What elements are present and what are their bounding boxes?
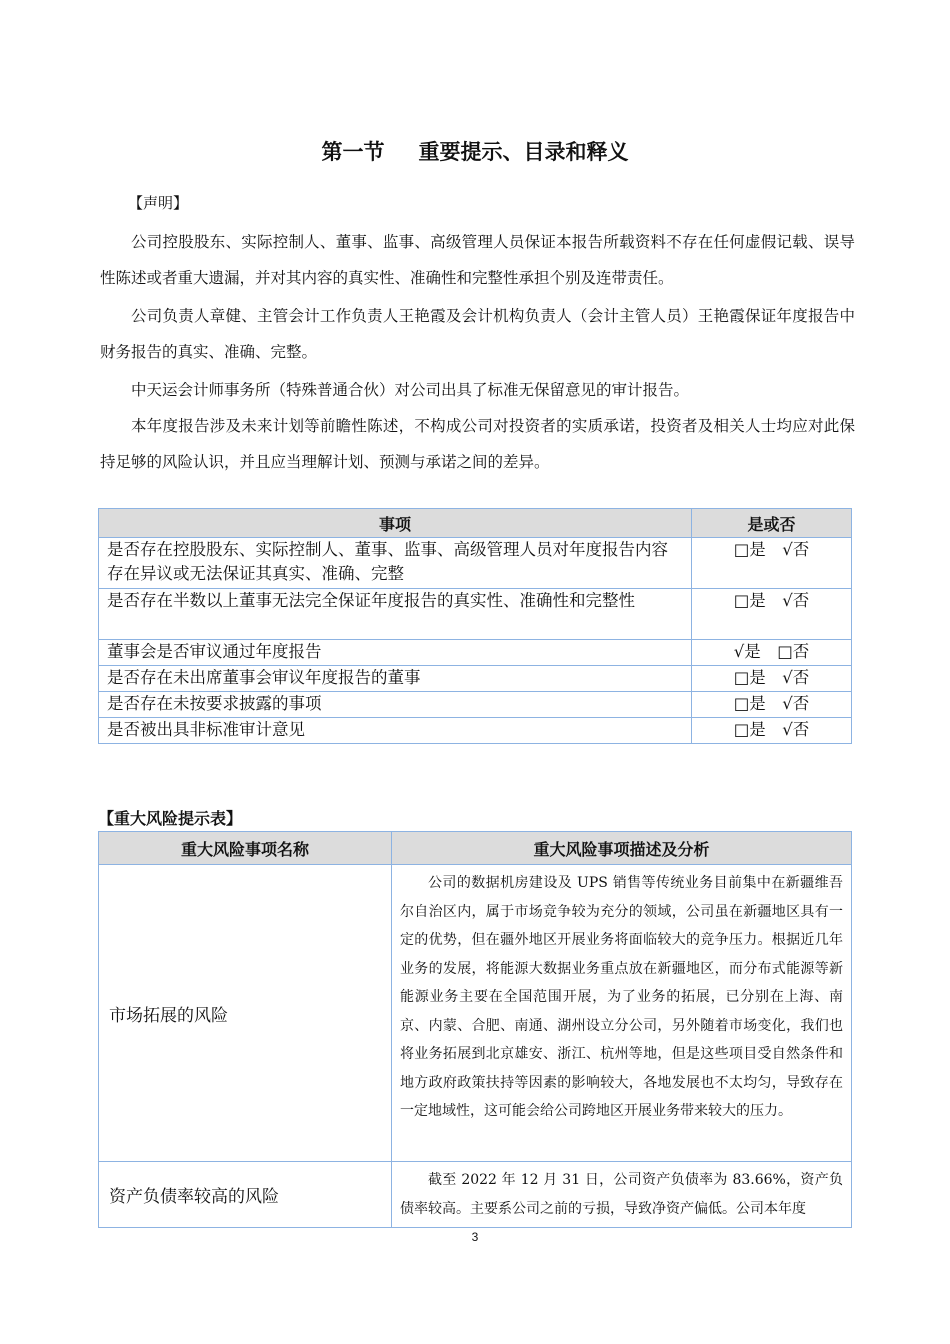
risk-name: 市场拓展的风险: [99, 865, 392, 1162]
table-row: [99, 666, 852, 692]
table-header-row: [99, 509, 852, 538]
matter-answer: □是 √否: [692, 718, 852, 744]
table-row: [99, 1162, 852, 1228]
matter-answer: □是 √否: [692, 538, 852, 589]
table-header-row: [99, 832, 852, 865]
matters-table: [98, 508, 852, 744]
column-header-risk-desc: 重大风险事项描述及分析: [392, 832, 852, 865]
table-row: [99, 589, 852, 640]
risk-description: 截至 2022 年 12 月 31 日，公司资产负债率为 83.66%，资产负债率较高。主要系公司之前的亏损，导致净资产偏低。公司本年度: [392, 1162, 852, 1228]
risk-table-heading: 【重大风险提示表】: [98, 809, 243, 828]
matter-item: 是否存在未按要求披露的事项: [99, 692, 692, 718]
table-row: [99, 640, 852, 666]
table-row: [99, 538, 852, 589]
matter-answer: √是 □否: [692, 640, 852, 666]
statement-heading: 【声明】: [128, 194, 189, 212]
section-name: 重要提示、目录和释义: [418, 140, 629, 164]
statement-paragraph: 公司负责人章健、主管会计工作负责人王艳霞及会计机构负责人（会计主管人员）王艳霞保证年度报告中财务报告的真实、准确、完整。: [100, 307, 855, 361]
risk-description: 公司的数据机房建设及 UPS 销售等传统业务目前集中在新疆维吾尔自治区内，属于市场竞争较为充分的领域，公司虽在新疆地区具有一定的优势，但在疆外地区开展业务将面临较大的竞争压力。根据近几年业务的发展，将能源大数据业务重点放在新疆地区，而分布式能源等新能源业务主要在全国范围开展，为了业务的拓展，已分别在上海、南京、内蒙、合肥、南通、湖州设立分公司，另外随着市场变化，我们也将业务拓展到北京雄安、浙江、杭州等地，但是这些项目受自然条件和地方政府政策扶持等因素的影响较大，各地发展也不太均匀，导致存在一定地域性，这可能会给公司跨地区开展业务带来较大的压力。: [392, 865, 852, 1162]
table-row: [99, 718, 852, 744]
column-header-item: 事项: [99, 509, 692, 538]
matter-item: 董事会是否审议通过年度报告: [99, 640, 692, 666]
matter-item: 是否存在半数以上董事无法完全保证年度报告的真实性、准确性和完整性: [99, 589, 692, 640]
section-number: 第一节: [321, 140, 385, 164]
statement-paragraph: 本年度报告涉及未来计划等前瞻性陈述，不构成公司对投资者的实质承诺，投资者及相关人士均应对此保持足够的风险认识，并且应当理解计划、预测与承诺之间的差异。: [100, 417, 855, 471]
matter-answer: □是 √否: [692, 666, 852, 692]
matter-item: 是否被出具非标准审计意见: [99, 718, 692, 744]
table-row: [99, 692, 852, 718]
statement-paragraph: 公司控股股东、实际控制人、董事、监事、高级管理人员保证本报告所载资料不存在任何虚假记载、误导性陈述或者重大遗漏，并对其内容的真实性、准确性和完整性承担个别及连带责任。: [100, 233, 855, 287]
matter-item: 是否存在未出席董事会审议年度报告的董事: [99, 666, 692, 692]
section-title: [0, 136, 950, 166]
column-header-risk-name: 重大风险事项名称: [99, 832, 392, 865]
column-header-answer: 是或否: [692, 509, 852, 538]
matter-answer: □是 √否: [692, 589, 852, 640]
risk-name: 资产负债率较高的风险: [99, 1162, 392, 1228]
matter-item: 是否存在控股股东、实际控制人、董事、监事、高级管理人员对年度报告内容存在异议或无法保证其真实、准确、完整: [99, 538, 692, 589]
matter-answer: □是 √否: [692, 692, 852, 718]
table-row: [99, 865, 852, 1162]
statement-paragraph: 中天运会计师事务所（特殊普通合伙）对公司出具了标准无保留意见的审计报告。: [131, 381, 690, 399]
page-number: 3: [471, 1230, 479, 1244]
risk-table: [98, 831, 852, 1228]
